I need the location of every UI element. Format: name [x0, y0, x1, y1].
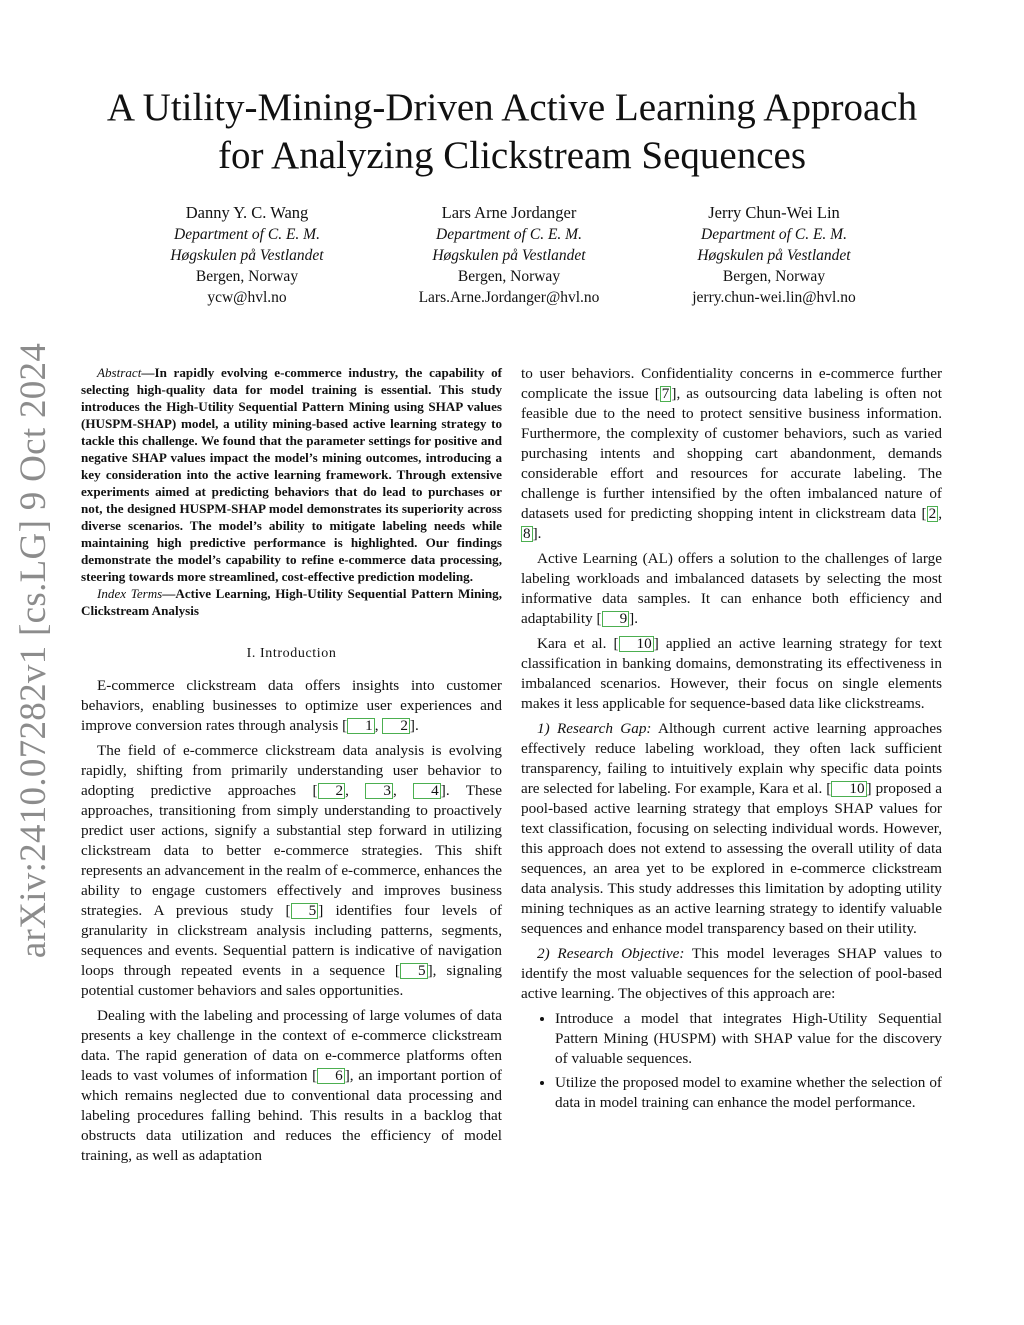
text: ], signaling potential customer behaviors and sales opportunities.: [81, 962, 503, 999]
citation-link[interactable]: 2: [318, 783, 346, 799]
arxiv-stamp: [4, 342, 64, 958]
text: ,: [938, 505, 942, 522]
author-email[interactable]: ycw@hvl.no: [207, 289, 287, 306]
paragraph: [81, 1006, 502, 1166]
citation-link[interactable]: 2: [928, 505, 937, 522]
abstract: [81, 364, 502, 585]
author-department: Department of C. E. M.: [174, 226, 320, 243]
text: Dealing with the labeling and processing of large volumes of data presents a key challenge in the context of e-commerce clickstream data. The rapid generation of data on e-commerce platforms often leads to vast volumes of information [: [81, 1007, 502, 1084]
paragraph: [521, 364, 942, 544]
text: ] proposed a pool-based active learning strategy that employs SHAP values for text classification, focusing on selecting individual words. However, this approach does not extend to assessing the overall utility of data sequences, an area yet to be explored in e-commerce clickstream data analysis. This study addresses this limitation by adopting utility mining techniques as an active learning strategy to identify valuable sequences and enhance model transparency based on their utility.: [521, 780, 942, 937]
citation-link[interactable]: 7: [661, 385, 670, 402]
text: Active Learning (AL) offers a solution to the challenges of large labeling workloads and imbalanced datasets by selecting the most informative data samples. It can enhance both efficiency and adaptability [: [521, 550, 942, 627]
right-column: [521, 364, 942, 1117]
text: ,: [392, 782, 414, 799]
citation-link[interactable]: 6: [317, 1068, 345, 1084]
abstract-text: —In rapidly evolving e-commerce industry, the capability of selecting high-quality data for model training is essential. This study introduces the High-Utility Sequential Pattern Mining using SHAP values (HUSPM-SHAP) model, a utility mining-based active learning strategy to tackle this challenge. We found that the parameter settings for positive and negative SHAP values impact the model’s mining outcomes, introducing a key consideration into the active learning framework. Through extensive experiments aimed at predicting behaviors that do lead to purchases or not, the designed HUSPM-SHAP model demonstrates its superiority across diverse scenarios. The model’s ability to mitigate labeling needs while maintaining high predictive performance is highlighted. Our findings demonstrate the model’s capability to refine e-commerce data processing, steering towards more streamlined, cost-effective prediction modeling.: [81, 365, 502, 584]
abstract-label: Abstract: [97, 365, 142, 380]
subsection-label: 1) Research Gap:: [537, 720, 652, 737]
citation-link[interactable]: 2: [382, 718, 410, 734]
author-location: Bergen, Norway: [722, 268, 826, 285]
citation-link[interactable]: 10: [619, 636, 654, 652]
author-location: Bergen, Norway: [457, 268, 561, 285]
author-1: [97, 202, 397, 308]
text: ,: [345, 782, 366, 799]
citation-link[interactable]: 3: [365, 783, 393, 799]
author-name: Lars Arne Jordanger: [441, 203, 577, 222]
author-institution: Høgskulen på Vestlandet: [432, 247, 586, 264]
text: The field of e-commerce clickstream data analysis is evolving rapidly, shifting from primarily understanding user behavior to adopting predictive approaches [: [81, 742, 502, 799]
text: ], as outsourcing data labeling is often not feasible due to the need to protect sensitive business information. Furthermore, the complexity of customer behaviors, such as varied purchasing intents and shopping cart abandonment, demands considerable effort and resources for accurate labeling. The challenge is further intensified by the often imbalanced nature of datasets used for predicting shopping intent in clickstream data [: [521, 385, 942, 522]
text: to user behaviors. Confidentiality concerns in e-commerce further complicate the issue [: [521, 365, 942, 402]
text: ] applied an active learning strategy for text classification in banking domains, demonstrating its effectiveness in imbalanced scenarios. However, their focus on single elements makes it less applicable for sequence-based data like clickstreams.: [521, 635, 942, 712]
paragraph: [521, 634, 942, 714]
text: ] identifies four levels of granularity in clickstream analysis including patterns, segments, sequences and events. Sequential pattern is indicative of navigation loops through repeated events in a sequence [: [81, 902, 503, 979]
paragraph: [81, 741, 502, 1001]
left-column: [81, 364, 502, 1171]
paper-title: [60, 84, 964, 180]
objectives-list: [521, 1009, 942, 1113]
author-location: Bergen, Norway: [195, 268, 299, 285]
author-institution: Høgskulen på Vestlandet: [170, 247, 324, 264]
author-2: [359, 202, 659, 308]
citation-link[interactable]: 4: [413, 783, 441, 799]
author-institution: Høgskulen på Vestlandet: [697, 247, 851, 264]
author-email[interactable]: jerry.chun-wei.lin@hvl.no: [692, 289, 856, 306]
citation-link[interactable]: 1: [347, 718, 375, 734]
index-terms-label: Index Terms: [97, 586, 163, 601]
section-heading-introduction: I. Introduction: [246, 646, 337, 661]
author-email[interactable]: Lars.Arne.Jordanger@hvl.no: [418, 289, 600, 306]
list-item: • Utilize the proposed model to examine whether the selection of data in model training can enhance the model performance.: [555, 1073, 942, 1113]
paragraph-research-objective: [521, 944, 942, 1004]
text: E-commerce clickstream data offers insights into customer behaviors, enabling businesses to optimize user experiences and improve conversion rates through analysis [: [81, 677, 502, 734]
subsection-label: 2) Research Objective:: [537, 945, 685, 962]
author-3: [624, 202, 924, 308]
text: ].: [409, 717, 419, 734]
text: ], an important portion of which remains neglected due to conventional data processing and labeling procedures falling behind. This results in a backlog that obstructs data utilization and reduces the efficiency of model training, as well as adaptation: [81, 1067, 502, 1164]
title-line-1: A Utility-Mining-Driven Active Learning Approach: [106, 86, 918, 129]
author-name: Danny Y. C. Wang: [185, 203, 309, 222]
index-terms: [81, 585, 502, 619]
text: ].: [532, 525, 542, 542]
list-item: • Introduce a model that integrates High-Utility Sequential Pattern Mining (HUSPM) with SHAP value for the discovery of valuable sequences.: [555, 1009, 942, 1069]
paragraph-research-gap: [521, 719, 942, 939]
text: This model leverages SHAP values to identify the most valuable sequences for the selection of pool-based active learning. The objectives of this approach are:: [521, 945, 942, 1002]
author-department: Department of C. E. M.: [701, 226, 847, 243]
arxiv-identifier[interactable]: arXiv:2410.07282v1 [cs.LG] 9 Oct 2024: [13, 342, 55, 958]
text: Although current active learning approaches effectively reduce labeling workload, they often lack sufficient transparency, failing to intuitively explain why specific data points are selected for labeling. For example, Kara et al. [: [521, 720, 942, 797]
paragraph: [81, 676, 502, 736]
author-name: Jerry Chun-Wei Lin: [708, 203, 840, 222]
citation-link[interactable]: 8: [523, 525, 531, 542]
citation-link[interactable]: 9: [602, 611, 630, 627]
paragraph: [521, 549, 942, 629]
index-terms-text: —Active Learning, High-Utility Sequential Pattern Mining, Clickstream Analysis: [81, 586, 502, 618]
text: ,: [374, 717, 383, 734]
text: ]. These approaches, transitioning from simply understanding to proactively predict user actions, signify a substantial step forward in utilizing clickstream data to better e-commerce strategies. This shift represents an advancement in the realm of e-commerce, enhances the ability to engage customers effectively and improves business strategies. A previous study [: [81, 782, 503, 919]
text: Kara et al. [: [537, 635, 619, 652]
author-department: Department of C. E. M.: [436, 226, 582, 243]
citation-link[interactable]: 5: [291, 903, 319, 919]
text: ].: [629, 610, 639, 627]
title-line-2: for Analyzing Clickstream Sequences: [217, 134, 807, 177]
citation-link[interactable]: 5: [400, 963, 428, 979]
citation-link[interactable]: 10: [831, 781, 866, 797]
